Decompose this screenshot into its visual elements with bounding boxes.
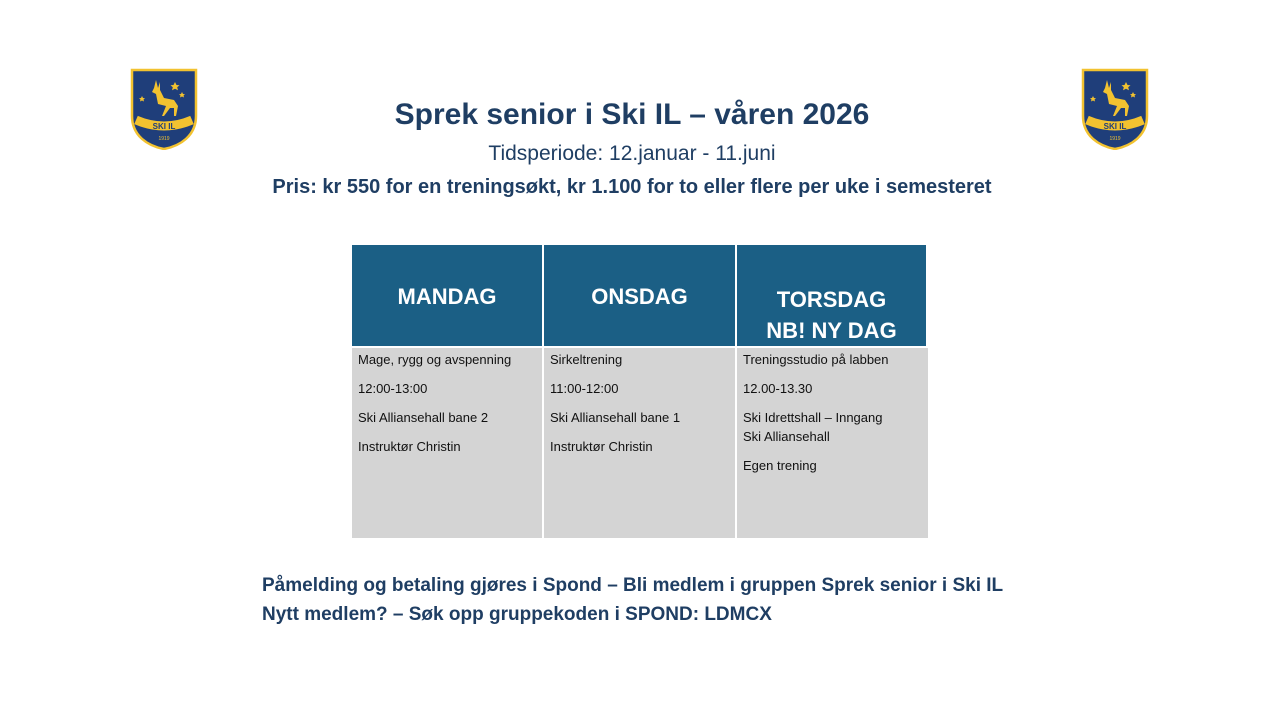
activity-name: Sirkeltrening	[550, 352, 623, 367]
signup-info	[262, 571, 1003, 629]
day-note: NB! NY DAG	[766, 318, 897, 343]
activity-instructor: Instruktør Christin	[550, 439, 653, 454]
svg-text:1919: 1919	[158, 136, 170, 142]
activity-instructor: Instruktør Christin	[358, 439, 461, 454]
group-code-line: Nytt medlem? – Søk opp gruppekoden i SPOND: LDMCX	[262, 604, 772, 625]
activity-time: 12.00-13.30	[743, 381, 813, 396]
activity-location: Ski Idrettshall – Inngang Ski Alliansehall	[743, 410, 883, 444]
svg-text:SKI IL: SKI IL	[152, 122, 176, 131]
activity-instructor: Egen trening	[743, 458, 817, 473]
column-header-onsdag	[544, 245, 737, 346]
period-subtitle: Tidsperiode: 12.januar - 11.juni	[488, 142, 776, 165]
activity-location: Ski Alliansehall bane 1	[550, 410, 681, 425]
day-label: MANDAG	[397, 284, 497, 309]
price-info: Pris: kr 550 for en treningsøkt, kr 1.100 for to eller flere per uke i semesteret	[272, 176, 992, 198]
column-header-mandag	[352, 245, 544, 346]
day-label: TORSDAG	[776, 287, 887, 312]
activity-name: Mage, rygg og avspenning	[358, 352, 512, 367]
signup-line: Påmelding og betaling gjøres i Spond – Bli medlem i gruppen Sprek senior i Ski IL	[262, 575, 1004, 596]
svg-text:SKI IL: SKI IL	[1103, 122, 1127, 131]
svg-text:1919: 1919	[1109, 136, 1121, 142]
activity-time: 11:00-12:00	[550, 381, 619, 396]
activity-time: 12:00-13:00	[358, 381, 428, 396]
schedule-table	[352, 245, 928, 538]
schedule-cell-torsdag	[737, 346, 928, 538]
column-header-torsdag	[737, 245, 928, 346]
day-label: ONSDAG	[591, 284, 688, 309]
schedule-cell-onsdag	[544, 346, 737, 538]
schedule-cell-mandag	[352, 346, 544, 538]
activity-name: Treningsstudio på labben	[743, 352, 889, 367]
page-title: Sprek senior i Ski IL – våren 2026	[394, 98, 870, 131]
activity-location: Ski Alliansehall bane 2	[358, 410, 489, 425]
